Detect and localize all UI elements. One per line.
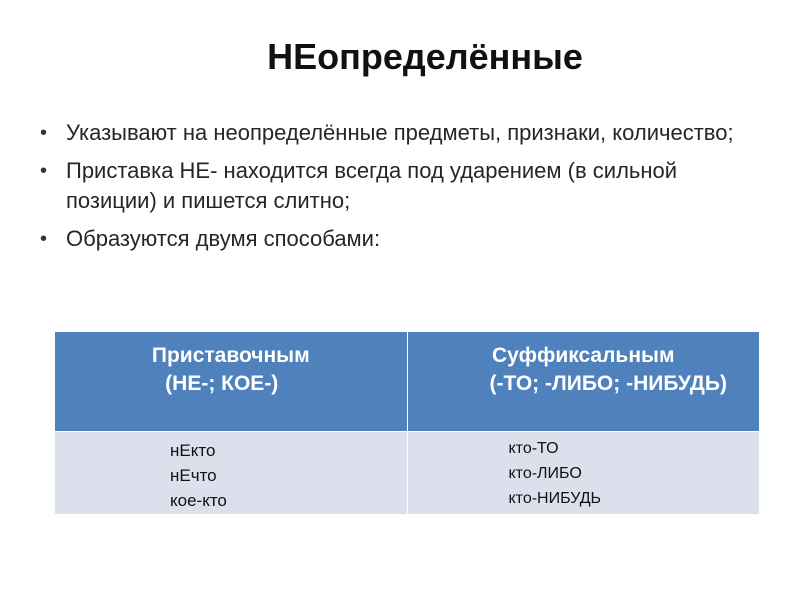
list-item: нЕчто bbox=[170, 466, 217, 485]
list-item: кто-ТО bbox=[508, 440, 559, 457]
list-item: нЕкто bbox=[170, 441, 216, 460]
table-header-row bbox=[55, 332, 760, 432]
header-subtitle: (-ТО; -ЛИБО; -НИБУДЬ) bbox=[489, 372, 727, 395]
header-title: Суффиксальным bbox=[492, 344, 675, 367]
header-prefix-method bbox=[55, 332, 408, 432]
bullet-marker: • bbox=[40, 122, 48, 144]
table-body-row bbox=[55, 432, 760, 515]
header-title: Приставочным bbox=[151, 344, 310, 367]
list-item: кто-ЛИБО bbox=[508, 465, 582, 482]
bullet-item bbox=[40, 224, 740, 254]
list-item: кто-НИБУДЬ bbox=[508, 490, 602, 507]
prefix-examples-list bbox=[56, 438, 406, 513]
suffix-examples-list bbox=[409, 436, 759, 511]
formation-table bbox=[54, 331, 760, 515]
header-suffix-method bbox=[407, 332, 760, 432]
bullet-text: Указывают на неопределённые предметы, признаки, количество; bbox=[66, 120, 734, 145]
bullet-text: Приставка НЕ- находится всегда под ударением (в сильной позиции) и пишется слитно; bbox=[66, 158, 678, 213]
bullet-marker: • bbox=[40, 228, 48, 250]
header-subtitle: (НЕ-; КОЕ-) bbox=[165, 372, 279, 395]
bullet-item bbox=[40, 156, 740, 216]
bullet-marker: • bbox=[40, 160, 48, 182]
prefix-examples-cell bbox=[55, 432, 408, 515]
suffix-examples-cell bbox=[407, 432, 760, 515]
bullet-list bbox=[40, 118, 740, 262]
bullet-text: Образуются двумя способами: bbox=[66, 226, 381, 251]
list-item: кое-кто bbox=[170, 491, 227, 510]
bullet-item bbox=[40, 118, 740, 148]
slide-title: НЕопределённые bbox=[267, 36, 583, 77]
